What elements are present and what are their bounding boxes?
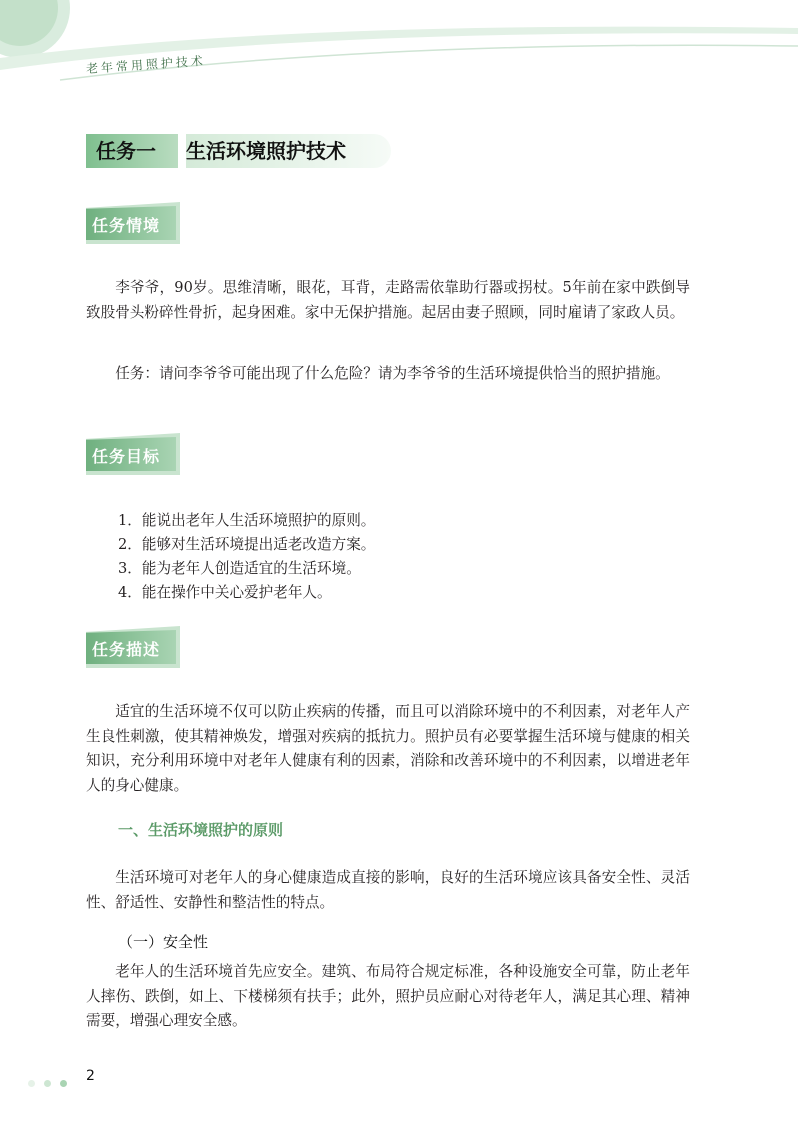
principles-heading: 一、生活环境照护的原则 — [118, 821, 284, 839]
situation-paragraph: 李爷爷，90岁。思维清晰，眼花，耳背，走路需依靠助行器或拐杖。5年前在家中跌倒导致股骨头粉碎性骨折，起身困难。家中无保护措施。起居由妻子照顾，同时雇请了家政人员。 — [86, 279, 690, 321]
header-decoration — [0, 0, 798, 90]
section-tag-situation: 任务情境 — [86, 202, 186, 244]
principles-intro: 生活环境可对老年人的身心健康造成直接的影响，良好的生活环境应该具备安全性、灵活性、舒适性、安静性和整洁性的特点。 — [86, 869, 690, 911]
section-tag-description: 任务描述 — [86, 626, 186, 668]
description-paragraph: 适宜的生活环境不仅可以防止疾病的传播，而且可以消除环境中的不利因素，对老年人产生良性刺激，使其精神焕发，增强对疾病的抵抗力。照护员有必要掌握生活环境与健康的相关知识，充分利用环境中对老年人健康有利的因素，消除和改善环境中的不利因素，以增进老年人的身心健康。 — [86, 703, 690, 794]
section-tag-goals: 任务目标 — [86, 433, 186, 475]
list-item: 4．能在操作中关心爱护老年人。 — [118, 584, 332, 601]
task-title: 生活环境照护技术 — [186, 134, 391, 168]
list-item: 1．能说出老年人生活环境照护的原则。 — [118, 512, 376, 529]
footer-dots — [28, 1072, 76, 1091]
list-item: 3．能为老年人创造适宜的生活环境。 — [118, 560, 361, 577]
task-banner — [86, 134, 391, 168]
list-item: 2．能够对生活环境提出适老改造方案。 — [118, 536, 376, 553]
safety-heading: （一）安全性 — [118, 933, 209, 951]
task-number: 任务一 — [86, 134, 178, 168]
goals-list — [118, 509, 375, 605]
running-title: 老年常用照护技术 — [85, 53, 207, 76]
safety-paragraph: 老年人的生活环境首先应安全。建筑、布局符合规定标准，各种设施安全可靠，防止老年人摔伤、跌倒，如上、下楼梯须有扶手；此外，照护员应耐心对待老年人，满足其心理、精神需要，增强心理安全感。 — [86, 963, 690, 1029]
task-question-paragraph: 任务：请问李爷爷可能出现了什么危险？请为李爷爷的生活环境提供恰当的照护措施。 — [115, 365, 670, 382]
page-number: 2 — [86, 1068, 95, 1084]
